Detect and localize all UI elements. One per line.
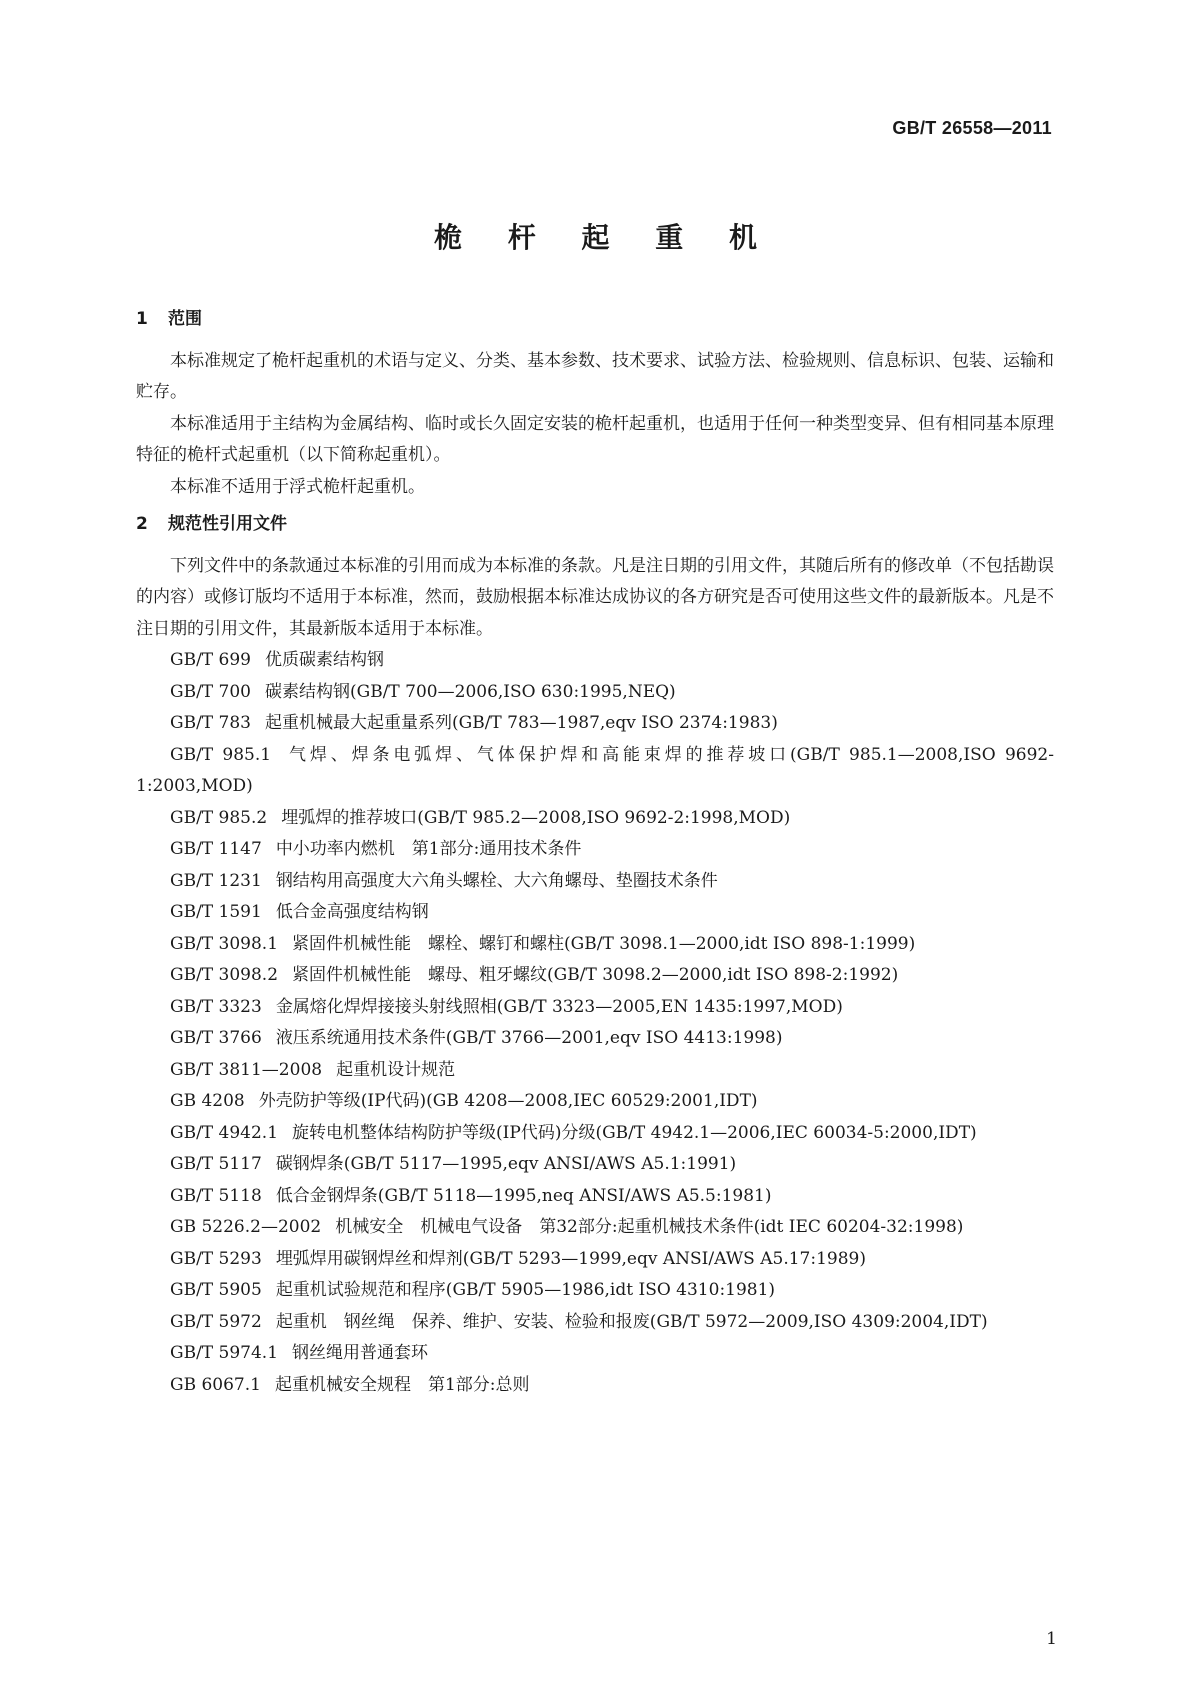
reference-title: 低合金高强度结构钢	[275, 902, 429, 922]
reference-code: GB/T 3098.2	[170, 965, 279, 985]
reference-title: 钢结构用高强度大六角头螺栓、大六角螺母、垫圈技术条件	[275, 870, 718, 891]
reference-code: GB/T 5905	[170, 1280, 262, 1300]
reference-title: 起重机设计规范	[336, 1059, 456, 1080]
reference-code: GB/T 1231	[170, 870, 262, 891]
reference-title: 气焊、焊条电弧焊、气体保护焊和高能束焊的推荐坡口(GB/T 985.1—2008,ISO 9692-1:2003,MOD)	[136, 744, 1054, 796]
reference-item	[136, 1086, 1054, 1118]
reference-title: 旋转电机整体结构防护等级(IP代码)分级(GB/T 4942.1—2006,IEC 60034-5:2000,IDT)	[292, 1122, 977, 1143]
reference-item	[136, 866, 1054, 898]
reference-code: GB/T 5117	[170, 1154, 262, 1174]
reference-title: 钢丝绳用普通套环	[292, 1343, 429, 1363]
reference-title: 碳钢焊条(GB/T 5117—1995,eqv ANSI/AWS A5.1:1991)	[275, 1154, 737, 1174]
reference-title: 优质碳素结构钢	[265, 650, 384, 670]
reference-item	[136, 1118, 1054, 1150]
reference-code: GB/T 783	[170, 713, 251, 733]
reference-code: GB/T 1591	[170, 902, 262, 922]
reference-item	[136, 677, 1054, 709]
reference-code: GB/T 3323	[170, 996, 262, 1017]
reference-title: 外壳防护等级(IP代码)(GB 4208—2008,IEC 60529:2001,IDT)	[258, 1091, 758, 1111]
reference-code: GB/T 5974.1	[170, 1343, 279, 1363]
reference-item	[136, 960, 1054, 992]
reference-item	[136, 1244, 1054, 1276]
reference-title: 起重机 钢丝绳 保养、维护、安装、检验和报废(GB/T 5972—2009,ISO 4309:2004,IDT)	[275, 1311, 988, 1332]
reference-item	[136, 1181, 1054, 1213]
scope-paragraph: 本标准不适用于浮式桅杆起重机。	[170, 476, 425, 497]
document-title: 桅 杆 起 重 机	[434, 221, 775, 254]
reference-item	[136, 1338, 1054, 1370]
reference-item	[136, 740, 1054, 803]
reference-title: 紧固件机械性能 螺栓、螺钉和螺柱(GB/T 3098.1—2000,idt ISO 898-1:1999)	[292, 933, 916, 954]
section-heading-normative-references	[136, 509, 1054, 541]
reference-title: 金属熔化焊焊接接头射线照相(GB/T 3323—2005,EN 1435:1997,MOD)	[275, 996, 843, 1017]
reference-code: GB/T 5118	[170, 1185, 262, 1206]
reference-code: GB/T 5972	[170, 1311, 262, 1332]
reference-code: GB/T 985.1	[170, 744, 272, 765]
reference-item	[136, 834, 1054, 866]
reference-title: 机械安全 机械电气设备 第32部分:起重机械技术条件(idt IEC 60204-32:1998)	[335, 1217, 964, 1237]
references-intro-paragraph: 下列文件中的条款通过本标准的引用而成为本标准的条款。凡是注日期的引用文件，其随后所有的修改单（不包括勘误的内容）或修订版均不适用于本标准，然而，鼓励根据本标准达成协议的各方研究是否可使用这些文件的最新版本。凡是不注日期的引用文件，其最新版本适用于本标准。	[136, 555, 1054, 639]
reference-code: GB 6067.1	[170, 1374, 261, 1395]
reference-code: GB/T 3098.1	[170, 933, 279, 954]
reference-title: 紧固件机械性能 螺母、粗牙螺纹(GB/T 3098.2—2000,idt ISO 898-2:1992)	[292, 965, 899, 985]
reference-title: 起重机试验规范和程序(GB/T 5905—1986,idt ISO 4310:1981)	[275, 1280, 776, 1300]
reference-item	[136, 1275, 1054, 1307]
reference-title: 起重机械最大起重量系列(GB/T 783—1987,eqv ISO 2374:1983)	[265, 713, 778, 733]
reference-code: GB/T 699	[170, 650, 251, 670]
reference-title: 埋弧焊的推荐坡口(GB/T 985.2—2008,ISO 9692-2:1998,MOD)	[281, 807, 791, 828]
reference-code: GB/T 3766	[170, 1028, 262, 1048]
reference-item	[136, 1212, 1054, 1244]
page-number: 1	[1046, 1629, 1057, 1649]
scope-paragraph: 本标准适用于主结构为金属结构、临时或长久固定安装的桅杆起重机，也适用于任何一种类型变异、但有相同基本原理特征的桅杆式起重机（以下简称起重机）。	[136, 413, 1054, 465]
reference-code: GB/T 1147	[170, 839, 262, 859]
reference-item	[136, 1023, 1054, 1055]
reference-code: GB/T 3811—2008	[170, 1059, 323, 1080]
reference-item	[136, 897, 1054, 929]
reference-item	[136, 1055, 1054, 1087]
scope-paragraph: 本标准规定了桅杆起重机的术语与定义、分类、基本参数、技术要求、试验方法、检验规则、信息标识、包装、运输和贮存。	[136, 350, 1054, 402]
reference-item	[136, 992, 1054, 1024]
reference-code: GB/T 985.2	[170, 807, 268, 828]
reference-item	[136, 1370, 1054, 1402]
reference-code: GB 5226.2—2002	[170, 1217, 322, 1237]
section-title: 范围	[168, 309, 202, 329]
reference-item	[136, 803, 1054, 835]
reference-code: GB/T 4942.1	[170, 1122, 279, 1143]
reference-code: GB/T 5293	[170, 1248, 262, 1269]
reference-item	[136, 1149, 1054, 1181]
reference-code: GB/T 700	[170, 681, 251, 702]
section-title: 规范性引用文件	[168, 514, 287, 534]
reference-list	[136, 645, 1054, 1401]
section-number: 1	[136, 309, 148, 329]
section-number: 2	[136, 514, 148, 534]
reference-title: 起重机械安全规程 第1部分:总则	[274, 1374, 530, 1395]
reference-item	[136, 1307, 1054, 1339]
reference-item	[136, 929, 1054, 961]
reference-title: 中小功率内燃机 第1部分:通用技术条件	[275, 839, 582, 859]
reference-title: 碳素结构钢(GB/T 700—2006,ISO 630:1995,NEQ)	[265, 681, 676, 702]
reference-title: 埋弧焊用碳钢焊丝和焊剂(GB/T 5293—1999,eqv ANSI/AWS A5.17:1989)	[275, 1248, 866, 1269]
reference-item	[136, 708, 1054, 740]
reference-code: GB 4208	[170, 1091, 245, 1111]
section-heading-scope	[136, 304, 1054, 336]
document-body	[136, 304, 1054, 1401]
standard-code-header: GB/T 26558—2011	[892, 118, 1052, 138]
reference-title: 液压系统通用技术条件(GB/T 3766—2001,eqv ISO 4413:1998)	[275, 1028, 783, 1048]
reference-title: 低合金钢焊条(GB/T 5118—1995,neq ANSI/AWS A5.5:1981)	[275, 1185, 772, 1206]
reference-item	[136, 645, 1054, 677]
